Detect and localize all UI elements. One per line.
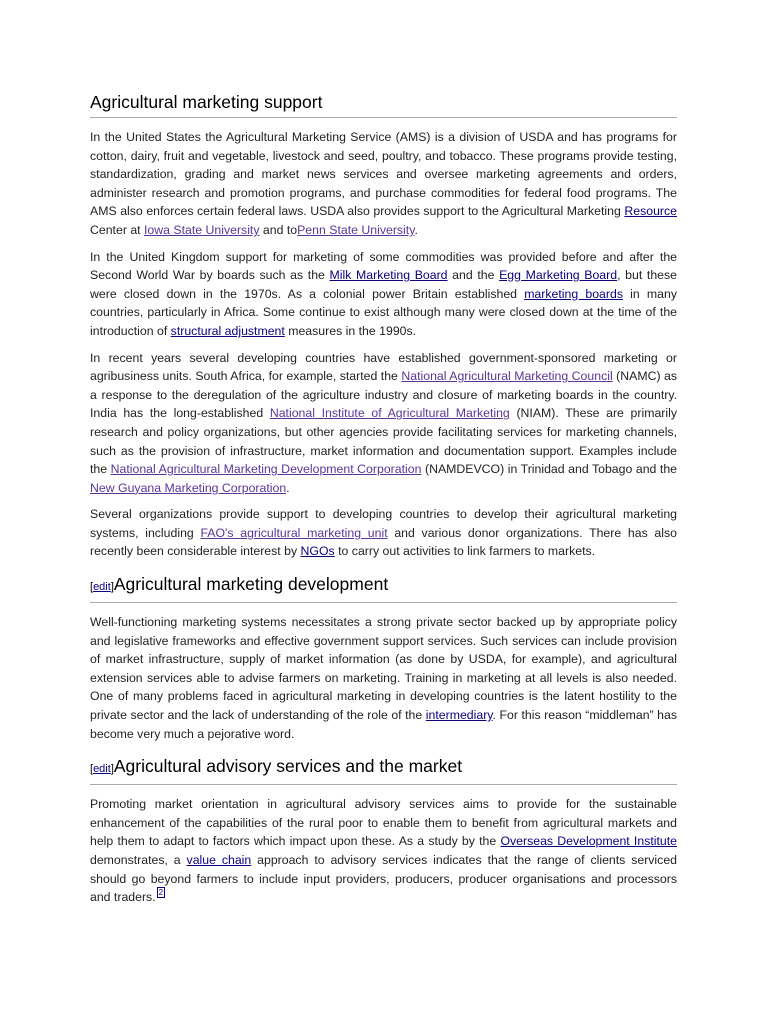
link-namdevco[interactable]: National Agricultural Marketing Development Corporation — [110, 462, 422, 477]
section-marketing-development — [90, 572, 677, 743]
link-resource[interactable]: Resource — [624, 204, 677, 219]
heading-text: Agricultural marketing support — [90, 92, 323, 112]
text: and the — [447, 268, 500, 283]
edit-section-link-wrapper — [90, 581, 114, 593]
paragraph-usa — [90, 128, 677, 240]
text: (NIAM). These are primarily research and policy organizations, but other agencies provide facilitating services for marketing channels, such as the provision of infrastructure, market information and documentation support. Examples include the — [90, 406, 677, 477]
link-structural-adjustment[interactable]: structural adjustment — [170, 323, 285, 338]
text: Well-functioning marketing systems necessitates a strong private sector backed up by appropriate policy and legislative frameworks and effective government support services. Such services can include provision of market infrastructure, supply of market information (as done by USDA, for example), and agricultural extension services able to advise farmers on marketing. Training in marketing at all levels is also needed. One of many problems faced in agricultural marketing in developing countries is the latent hostility to the private sector and the lack of understanding of the role of the — [90, 615, 677, 723]
text: Promoting market orientation in agricultural advisory services aims to provide for the sustainable enhancement of the capabilities of the rural poor to enable them to benefit from agricultural markets and help them to adapt to factors which impact upon these. As a study by the — [90, 797, 677, 849]
bracket: [ — [90, 763, 94, 776]
text: , but these were closed down in the 1970s. As a colonial power Britain established — [90, 268, 677, 301]
section-marketing-support — [90, 90, 677, 561]
text: (NAMC) as a response to the deregulation of the agriculture industry and closure of marketing boards in the country. India has the long-established — [90, 369, 677, 421]
bracket: ] — [110, 581, 114, 594]
link-intermediary[interactable]: intermediary — [425, 708, 493, 723]
link-egg-marketing-board[interactable]: Egg Marketing Board — [499, 268, 618, 283]
paragraph-marketing-systems — [90, 613, 677, 743]
edit-section-link-wrapper — [90, 763, 114, 775]
text: . — [286, 480, 290, 495]
reference-link[interactable]: 2 — [158, 888, 164, 898]
link-fao-marketing-unit[interactable]: FAO's agricultural marketing unit — [200, 525, 388, 540]
section-advisory-services — [90, 754, 677, 907]
paragraph-organizations — [90, 505, 677, 561]
text: demonstrates, a — [90, 853, 187, 867]
article-content — [90, 90, 677, 907]
link-penn-state-university[interactable]: Penn State University — [297, 222, 415, 237]
text: to carry out activities to link farmers to markets. — [334, 544, 596, 559]
text: . For this reason “middleman” has become very much a pejorative word. — [90, 708, 677, 741]
edit-link[interactable]: edit — [93, 581, 111, 594]
text: Several organizations provide support to developing countries to develop their agricultural marketing systems, including — [90, 507, 677, 540]
text: In recent years several developing countries have established government-sponsored marketing or agribusiness units. South Africa, for example, started the — [90, 350, 677, 384]
link-iowa-state-university[interactable]: Iowa State University — [144, 222, 260, 237]
bracket: [ — [90, 581, 94, 594]
text: approach to advisory services indicates that the range of clients serviced should go beyond farmers to include input providers, producers, producer organisations and processors and traders. — [90, 853, 677, 905]
link-niam[interactable]: National Institute of Agricultural Marketing — [269, 406, 510, 421]
text: . — [414, 222, 418, 237]
heading-marketing-support — [90, 90, 677, 118]
text: (NAMDEVCO) in Trinidad and Tobago and the — [421, 462, 678, 477]
link-overseas-development-institute[interactable]: Overseas Development Institute — [500, 834, 677, 849]
paragraph-market-orientation — [90, 795, 677, 907]
text: and various donor organizations. There has also recently been considerable interest by — [90, 525, 677, 559]
heading-advisory-services — [90, 754, 677, 785]
paragraph-uk — [90, 248, 677, 341]
bracket: ] — [110, 763, 114, 776]
paragraph-developing-countries — [90, 349, 677, 498]
heading-text: Agricultural marketing development — [113, 574, 389, 595]
link-namc[interactable]: National Agricultural Marketing Council — [401, 369, 613, 384]
heading-text: Agricultural advisory services and the market — [113, 756, 463, 777]
edit-link[interactable]: edit — [93, 763, 111, 776]
link-new-guyana-marketing-corporation[interactable]: New Guyana Marketing Corporation — [90, 480, 287, 495]
text: in many countries, particularly in Africa. Some continue to exist although many were closed down at the time of the introduction of — [90, 286, 677, 338]
link-milk-marketing-board[interactable]: Milk Marketing Board — [329, 268, 448, 283]
text: measures in the 1990s. — [284, 323, 417, 338]
link-value-chain[interactable]: value chain — [186, 853, 252, 867]
text: and to — [259, 222, 298, 237]
heading-marketing-development — [90, 572, 677, 603]
text: In the United Kingdom support for marketing of some commodities was provided before and after the Second World War by boards such as the — [90, 249, 677, 283]
link-marketing-boards[interactable]: marketing boards — [524, 286, 623, 301]
text: In the United States the Agricultural Marketing Service (AMS) is a division of USDA and has programs for cotton, dairy, fruit and vegetable, livestock and seed, poultry, and tobacco. These programs provide testing, standardization, grading and market news services and oversee marketing agreements and orders, administer research and promotion programs, and purchase commodities for federal food programs. The AMS also enforces certain federal laws. USDA also provides support to the Agricultural Marketing — [90, 130, 677, 219]
text: Center at — [90, 222, 144, 237]
link-ngos[interactable]: NGOs — [300, 544, 335, 559]
